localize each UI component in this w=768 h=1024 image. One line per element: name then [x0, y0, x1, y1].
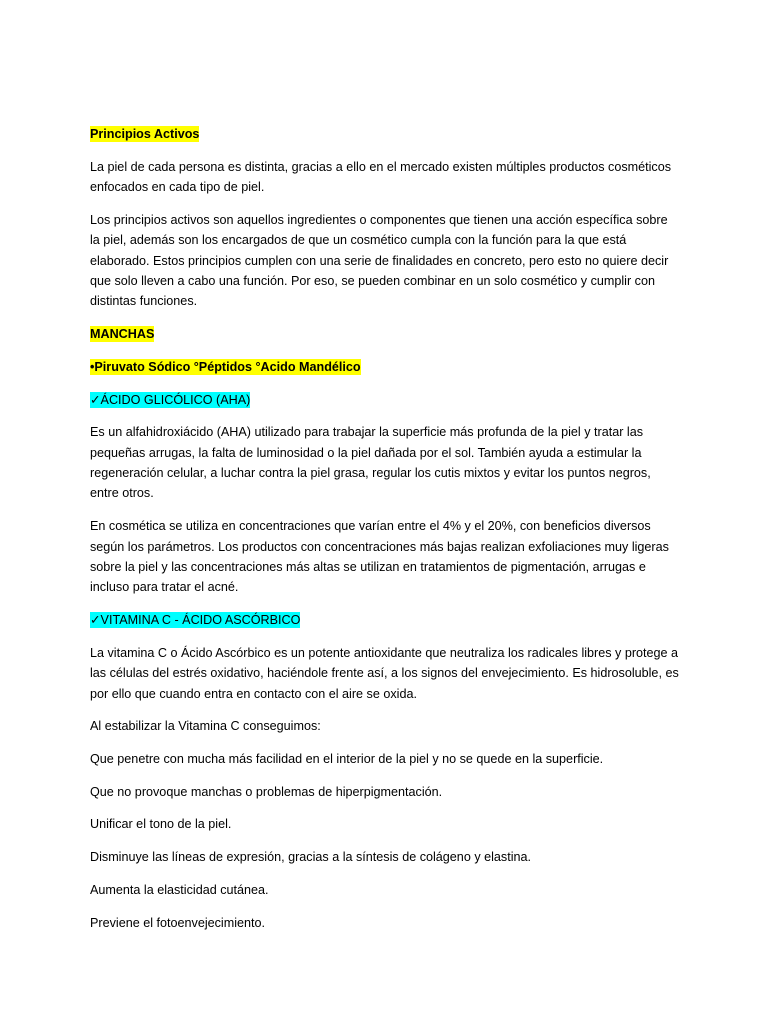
glycolic-heading-paragraph	[90, 390, 680, 410]
vitamin-c-paragraph-1: La vitamina C o Ácido Ascórbico es un potente antioxidante que neutraliza los radicales libres y protege a las células del estrés oxidativo, haciéndole frente así, a los signos del envejecimiento. Es hidrosoluble, es por ello que cuando entra en contacto con el aire se oxida.	[90, 645, 679, 701]
title-paragraph	[90, 124, 680, 144]
vitamin-c-stabilize-intro: Al estabilizar la Vitamina C conseguimos:	[90, 719, 321, 734]
ingredients-paragraph	[90, 357, 680, 377]
vitamin-c-heading: ✓VITAMINA C - ÁCIDO ASCÓRBICO	[90, 613, 301, 628]
document-page	[90, 124, 680, 945]
vitamin-c-benefit: Aumenta la elasticidad cutánea.	[90, 882, 269, 897]
vitamin-c-benefit: Unificar el tono de la piel.	[90, 817, 232, 832]
vitamin-c-benefit: Que no provoque manchas o problemas de hiperpigmentación.	[90, 784, 443, 799]
manchas-heading-paragraph	[90, 324, 680, 344]
vitamin-c-benefit: Que penetre con mucha más facilidad en el interior de la piel y no se quede en la superficie.	[90, 752, 604, 767]
glycolic-paragraph-2: En cosmética se utiliza en concentraciones que varían entre el 4% y el 20%, con beneficios diversos según los parámetros. Los productos con concentraciones más bajas realizan exfoliaciones muy ligeras sobre la piel y las concentraciones más altas se utilizan en tratamientos de pigmentación, arrugas e incluso para tratar el acné.	[90, 519, 669, 595]
definition-paragraph: Los principios activos son aquellos ingredientes o componentes que tienen una acción específica sobre la piel, además son los encargados de que un cosmético cumpla con la función para la que está elaborado. Estos principios cumplen con una serie de finalidades en concreto, pero esto no quiere decir que solo lleven a cabo una función. Por eso, se pueden combinar en un solo cosmético y cumplir con distintas funciones.	[90, 212, 669, 309]
manchas-heading: MANCHAS	[90, 327, 155, 342]
document-title: Principios Activos	[90, 127, 200, 141]
vitamin-c-benefit: Previene el fotoenvejecimiento.	[90, 915, 266, 930]
glycolic-heading: ✓ÁCIDO GLICÓLICO (AHA)	[90, 392, 251, 407]
intro-paragraph: La piel de cada persona es distinta, gracias a ello en el mercado existen múltiples productos cosméticos enfocados en cada tipo de piel.	[90, 159, 672, 195]
vitamin-c-heading-paragraph	[90, 610, 680, 630]
glycolic-paragraph-1: Es un alfahidroxiácido (AHA) utilizado para trabajar la superficie más profunda de la piel y tratar las pequeñas arrugas, la falta de luminosidad o la piel dañada por el sol. También ayuda a estimular la regeneración celular, a luchar contra la piel grasa, regular los cutis mixtos y evitar los puntos negros, entre otros.	[90, 425, 651, 501]
vitamin-c-benefit: Disminuye las líneas de expresión, gracias a la síntesis de colágeno y elastina.	[90, 850, 532, 865]
ingredients-line: •Piruvato Sódico °Péptidos °Acido Mandélico	[90, 359, 361, 374]
